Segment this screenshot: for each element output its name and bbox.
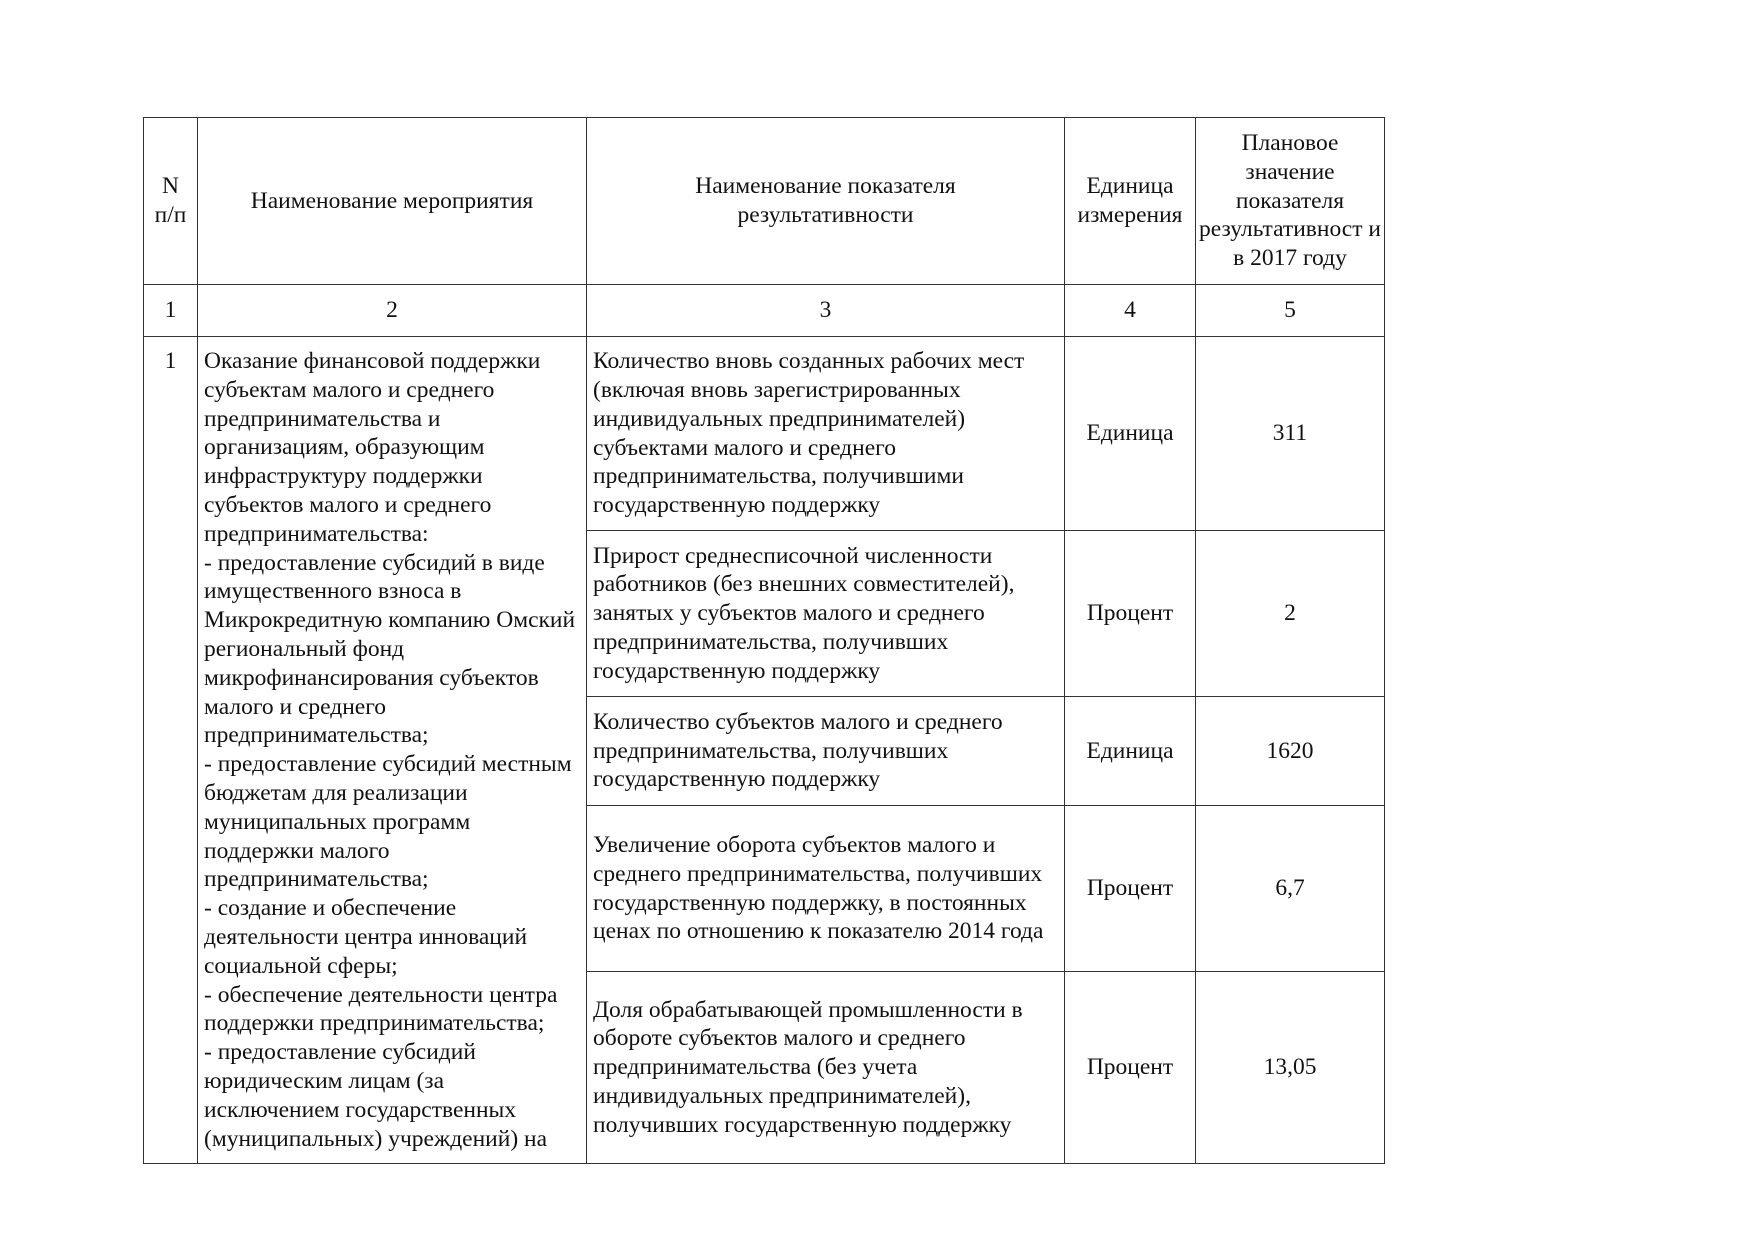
column-numbers-row: [144, 285, 1385, 337]
indicator-name: Увеличение оборота субъектов малого и среднего предпринимательства, получивших государственную поддержку, в постоянных ценах по отношению к показателю 2014 года: [587, 806, 1065, 972]
indicator-value: 2: [1196, 531, 1385, 697]
col-number: 4: [1065, 285, 1196, 337]
header-row: [144, 118, 1385, 285]
col-number: 2: [198, 285, 587, 337]
indicator-unit: Единица: [1065, 697, 1196, 806]
col-number: 5: [1196, 285, 1385, 337]
header-indicator: Наименование показателя результативности: [587, 118, 1065, 285]
col-number: 3: [587, 285, 1065, 337]
indicator-unit: Процент: [1065, 806, 1196, 972]
indicator-unit: Единица: [1065, 337, 1196, 531]
indicators-table: [143, 117, 1385, 1164]
indicator-unit: Процент: [1065, 531, 1196, 697]
row-num: 1: [144, 337, 198, 1164]
event-description: Оказание финансовой поддержки субъектам малого и среднего предпринимательства и организациям, образующим инфраструктуру поддержки субъектов малого и среднего предпринимательства: - предоставление субсидий в виде имущественного взноса в Микрокредитную компанию Омский региональный фонд микрофинансирования субъектов малого и среднего предпринимательства; - предоставление субсидий местным бюджетам для реализации муниципальных программ поддержки малого предпринимательства; - создание и обеспечение деятельности центра инноваций социальной сферы; - обеспечение деятельности центра поддержки предпринимательства; - предоставление субсидий юридическим лицам (за исключением государственных (муниципальных) учреждений) на: [198, 337, 587, 1164]
indicator-value: 311: [1196, 337, 1385, 531]
indicator-name: Доля обрабатывающей промышленности в обороте субъектов малого и среднего предпринимательства (без учета индивидуальных предпринимателей), получивших государственную поддержку: [587, 972, 1065, 1164]
header-num: N п/п: [144, 118, 198, 285]
header-event: Наименование мероприятия: [198, 118, 587, 285]
indicator-unit: Процент: [1065, 972, 1196, 1164]
header-unit: Единица измерения: [1065, 118, 1196, 285]
col-number: 1: [144, 285, 198, 337]
indicator-name: Количество субъектов малого и среднего предпринимательства, получивших государственную поддержку: [587, 697, 1065, 806]
indicator-name: Количество вновь созданных рабочих мест (включая вновь зарегистрированных индивидуальных предпринимателей) субъектами малого и среднего предпринимательства, получившими государственную поддержку: [587, 337, 1065, 531]
indicator-name: Прирост среднесписочной численности работников (без внешних совместителей), занятых у субъектов малого и среднего предпринимательства, получивших государственную поддержку: [587, 531, 1065, 697]
header-plan: Плановое значение показателя результативност и в 2017 году: [1196, 118, 1385, 285]
indicator-value: 6,7: [1196, 806, 1385, 972]
indicator-value: 13,05: [1196, 972, 1385, 1164]
table-row: [144, 337, 1385, 531]
indicator-value: 1620: [1196, 697, 1385, 806]
